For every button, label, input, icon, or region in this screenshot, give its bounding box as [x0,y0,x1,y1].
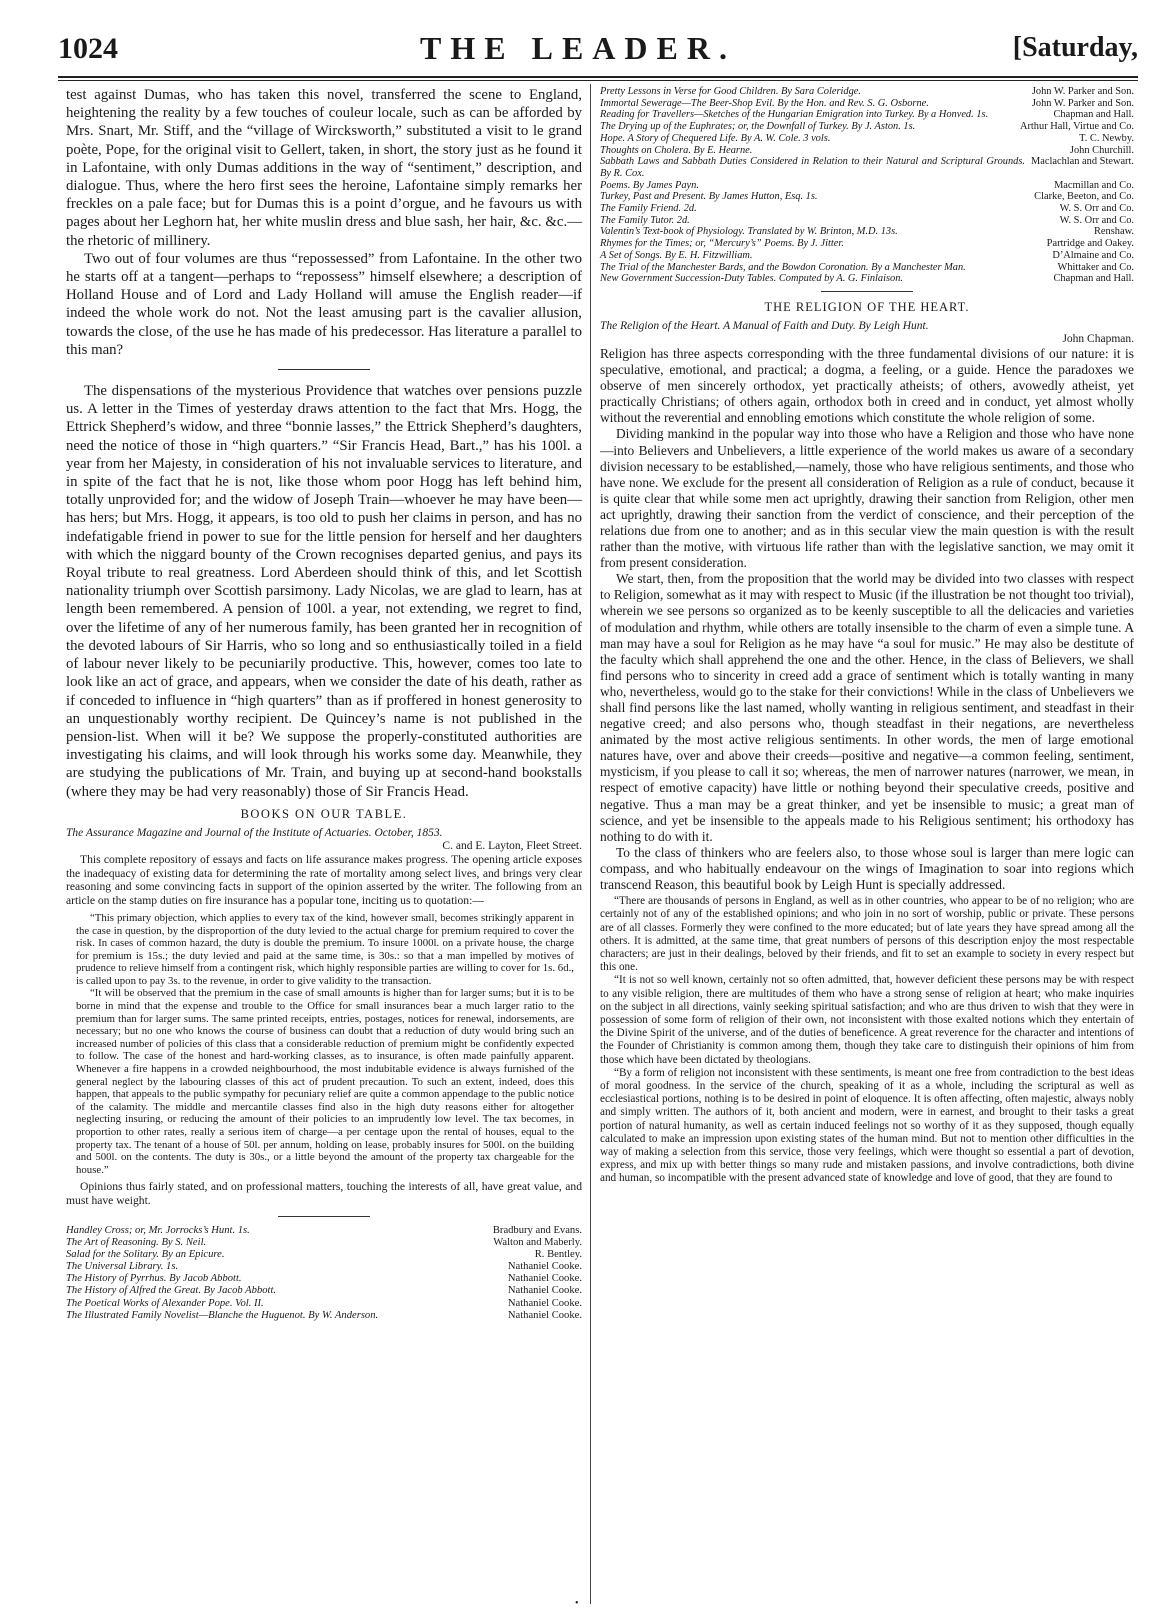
review-paragraph: This complete repository of essays and facts on life assurance makes progress. The opening article exposes the inadequacy of existing data for determining the rate of mortality among select lives, and brings very clear reasoning and some convincing facts in support of the opinion asserted by the writer. The following from an article on the stamp duties on fire insurance has a popular tone, inciting us to quotation:— [66,852,582,908]
article-paragraph: Two out of four volumes are thus “repossessed” from Lafontaine. In the other two he starts off at a tangent—perhaps to “repossess” himself elsewhere; a description of Holland House and of Lord and Lady Holland will amuse the English reader—if indeed the whole work do not. Not the least amusing part is the cavalier allusion, towards the close, of the use he has made of his predecessor. Has literature a parallel to this man? [66,250,582,358]
block-quote [600,895,1134,1185]
book-entry: The Illustrated Family Novelist—Blanche the Huguenot. By W. Anderson. Nathaniel Cooke. [66,1309,582,1321]
section-separator [278,369,370,370]
review-paragraph: Opinions thus fairly stated, and on professional matters, touching the interests of all, have great value, and must have weight. [66,1180,582,1208]
section-separator [821,291,913,292]
book-entry: Valentin’s Text-book of Physiology. Translated by W. Brinton, M.D. 13s. Renshaw. [600,226,1134,238]
book-list-right [600,86,1134,285]
book-entry: Salad for the Solitary. By an Epicure. R. Bentley. [66,1249,582,1261]
book-entry: The History of Pyrrhus. By Jacob Abbott. Nathaniel Cooke. [66,1273,582,1285]
book-entry: The History of Alfred the Great. By Jacob Abbott. Nathaniel Cooke. [66,1285,582,1297]
book-entry: Sabbath Laws and Sabbath Duties Considered in Relation to their Natural and Scriptural Grounds. By R. Cox. Maclachlan and Stewart. [600,156,1134,179]
block-quote [76,912,574,1176]
review-paragraph: We start, then, from the proposition that the world may be divided into two classes with respect to Religion, somewhat as it may with respect to Music (if the illustration be not thought too trivial), wherein we see persons so organized as to be keenly susceptible to all the delicacies and varieties of modulation and rhythm, while others are totally insensible to the charm of even a simple tune. A man may have a soul for Religion as he may have “a soul for music.” He may also be destitute of the faculty which shall apprehend the one and the other. Hence, in the class of Believers, we shall find persons who to sincerity in creed add a grace of sentiment which is totally wanting in many who, nevertheless, would go to the stake for their convictions! While in the class of Unbelievers we shall find persons like the last named, wholly wanting in religious sentiment, and steadfast in their negative creed; and also persons who, though steadfast in their negations, are nevertheless animated by the most active religious sentiments. In other words, the men of large emotional natures have, over and above their creeds—positive and negative—a common feeling, sentiment, mysticism, if you please to call it so; whereas, the men of narrower natures (narrower, we mean, in respect of emotive capacity) have little or nothing beyond their speculative creeds, positive and negative. Thus a man may be a great thinker, and yet be insensible to music; a great man of science, and yet be insensible to the appeals made to his Religious sentiment; his orthodoxy has nothing to do with it. [600,571,1134,844]
section-heading: BOOKS ON OUR TABLE. [240,806,408,821]
book-entry: Immortal Sewerage—The Beer-Shop Evil. By the Hon. and Rev. S. G. Osborne. John W. Parker and Son. [600,97,1134,109]
article-paragraph: test against Dumas, who has taken this novel, transferred the scene to England, heightening the reality by a few touches of couleur locale, such as can be afforded by Mrs. Snart, Mr. Stiff, and the “village of Wircksworth,” substituted a visit to le grand poète, Pope, for the original visit to Gellert, taken, in short, the story just as he found it in Lafontaine, with only Dumas additions in the way of “sentiment,” description, and dialogue. Thus, where the hero first sees the heroine, Lafontaine simply remarks her freckles on a pale face; but for Dumas this is a point d’orgue, and he favours us with pages about her Leghorn hat, her white muslin dress and blue sash, her hair, &c. &c.—the rhetoric of millinery. [66,87,582,249]
book-entry: The Family Friend. 2d. W. S. Orr and Co. [600,203,1134,215]
section-separator [278,1216,370,1217]
review-heading: THE RELIGION OF THE HEART. [764,299,970,314]
book-list-left [66,1225,582,1322]
book-entry: The Family Tutor. 2d. W. S. Orr and Co. [600,214,1134,226]
assurance-review [66,853,582,1208]
pensions-paragraph: The dispensations of the mysterious Providence that watches over pensions puzzle us. A letter in the Times of yesterday draws attention to the fact that Mrs. Hogg, the Ettrick Shepherd’s widow, and three “bonnie lasses,” the Ettrick Shepherd’s daughters, need the notice of those in “high quarters.” “Sir Francis Head, Bart.,” has his 100l. a year from her Majesty, in consideration of his not invaluable services to literature, and in spite of the fact that he is not, like those whom poor Hogg has left behind him, totally unprovided for; and the widow of Joseph Train—whoever he may have been—has hers; but Mrs. Hogg, it appears, is too old to push her claims in person, and has no indefatigable friend in power to sue for the little pension for herself and her daughters with which the niggard bounty of the Crown recognises departed genius, and pays its Royal tribute to real greatness. Lord Aberdeen should think of this, and let Scottish nationality triumph over Scottish parsimony. Lady Nicolas, we are glad to learn, has at length been remembered. A pension of 100l. a year, not extending, we regret to find, over the lifetime of any of her numerous family, has been granted her in recognition of the devoted labours of Sir Harris, who so long and so enthusiastically toiled in a field of labour never likely to be pecuniarily productive. This, however, comes too late to look like an act of grace, and appears, when we consider the date of his death, rather as if conceded to influence in “high quarters” than as if proffered in honest generosity to an unquestionably worthy recipient. De Quincey’s name is not published in the pension-list. When will it be? We suppose the properly-constituted authorities are investigating his claims, and will look through his works some day. Meanwhile, they are studying the publications of Mr. Train, and buying up at second-hand bookstalls (where they may be had very reasonably) those of Sir Francis Head. [66,383,582,800]
review-title: The Religion of the Heart. A Manual of Faith and Duty. By Leigh Hunt. [600,319,929,332]
quote-paragraph: “It is not so well known, certainly not so often admitted, that, however deficient these persons may be with respect to any visible religion, there are multitudes of them who have a strong sense of religion at heart; who make inquiries on the subject in all directions, vainly seeking spiritual satisfaction; and who are thus driven to wish that they were in possession of some form of religion of their own, not inconsistent with those exalted notions which they entertain of the Divine Spirit of the universe, and of the duties of beneficence. A great reverence for the character and intentions of the Founder of Christianity is common among them, though they take care to distinguish their opinions of him from those which have been dictated by theologians. [600,974,1134,1066]
book-entry: Rhymes for the Times; or, “Mercury’s” Poems. By J. Jitter. Partridge and Oakey. [600,238,1134,250]
religion-review [600,346,1134,893]
review-paragraph: To the class of thinkers who are feelers also, to those whose soul is larger than mere logic can compass, and who habitually endeavour on the wings of Imagination to soar into regions which transcend Reason, this beautiful book by Leigh Hunt is specially addressed. [600,844,1134,893]
header-rule-bottom [58,80,1138,81]
review-paragraph: Religion has three aspects corresponding with the three fundamental divisions of our nature: it is speculative, emotional, and practical; a dogma, a feeling, or a guide. Hence the paradoxes we observe of men sincerely orthodox, yet practically atheists; of others, avowedly atheist, yet practically Christians; of others again, orthodox both in creed and in conduct, yet almost wholly without the reverential and ennobling emotions which constitute the whole religion of some. [600,345,1134,426]
book-entry: A Set of Songs. By E. H. Fitzwilliam. D’Almaine and Co. [600,249,1134,261]
quote-paragraph: “This primary objection, which applies to every tax of the kind, however small, becomes strikingly apparent in the case in question, by the disproportion of the duty levied to the actual charge for premium required to cover the risk. In cases of common hazard, the duty is double the premium. To insure 1000l. on a private house, the charge for premium is 15s.; the duty levied and paid at the same time, is 30s.: so that a man impelled by motives of prudence to relieve himself from a contingent risk, which highly responsible parties are willing to cover for 1s. 6d., is called upon to pay 3s. to the revenue, in order to give validity to the transaction. [76,911,574,987]
book-entry: Hope. A Story of Chequered Life. By A. W. Cole. 3 vols. T. C. Newby. [600,132,1134,144]
book-entry: Reading for Travellers—Sketches of the Hungarian Emigration into Turkey. By a Honved. 1s. Chapman and Hall. [600,109,1134,121]
book-entry: The Trial of the Manchester Bards, and the Bowdon Coronation. By a Manchester Man. Whittaker and Co. [600,261,1134,273]
issue-day: [Saturday, [1012,32,1138,63]
review-paragraph: Dividing mankind in the popular way into those who have a Religion and those who have none—into Believers and Unbelievers, a little experience of the world makes us aware of a secondary division necessary to be established,—namely, those who have religious sentiments, and those who have none. We exclude for the present all consideration of Religion as a rule of conduct, because it is quite clear that while some men act uprightly, drawing their sanction from Religion, other men act uprightly, drawing their sanction from the verdict of conscience, and their perception of the relations due from one to another; and as in this secular view the main question is with the result rather than the motive, with virtuous life rather than with the legislative sanction, we may omit it from present consideration. [600,426,1134,571]
quote-paragraph: “It will be observed that the premium in the case of small amounts is higher than for larger sums; but it is to be borne in mind that the expense and trouble to the Office for small insurances bear a much larger ratio to the premium than for larger sums. The same printed receipts, entries, postages, notices for renewal, indorsements, are necessary; but no one who knows the course of business can doubt that a reduction of duty would bring such an increased number of policies of this class that a considerable reduction of premium might be confidently expected to follow. The case of the honest and hard-working classes, as to insurance, is often made painfully apparent. Whenever a fire happens in a crowded neighbourhood, the most indubitable evidence is always furnished of the general neglect by the labouring classes of this act of prudent precaution. To such an extent, indeed, does this happen, that appeals to the public sympathy for pecuniary relief are quite a common appendage to the public notice of the calamity. The middle and mercantile classes find also in the high duty reasons either for altogether neglecting insuring, or reducing the amount of their policies to an imprudently low level. The tax becomes, in proportion to other rates, really a serious item of charge—a per centage upon the rental of houses, equal to the property tax. The tenant of a house of 50l. per annum, holding on lease, probably insures for 500l. on the building and 500l. on the contents. The duty is 30s., or a little beyond the amount of the property tax chargeable for the house.” [76,987,574,1176]
masthead [0,28,1156,78]
book-entry: Pretty Lessons in Verse for Good Children. By Sara Coleridge. John W. Parker and Son. [600,86,1134,97]
book-entry: Thoughts on Cholera. By E. Hearne. John Churchill. [600,144,1134,156]
dumas-article [66,86,582,801]
quote-paragraph: “By a form of religion not inconsistent with these sentiments, is meant one free from contradiction to the best ideas of moral goodness. In the service of the church, speaking of it as a whole, including the scriptural as well as ecclesiastical portions, nothing is to be desired in point of eloquence. It is often affecting, often majestic, always nobly and simply written. The authors of it, both ancient and modern, were in earnest, and brought to their tasks a great portion of natural humanity, as well as certain induced feelings not so worthy of it as they supposed, though equally calculated to make an impression upon existing states of the human mind. But not to mention other difficulties in the way of making a selection from this service, those very feelings, which were thought so essential a part of devotion, express, and mix up with better things so many rude and mistaken passions, and involve contradictions, both divine and human, so incompatible with the present advanced state of knowledge and love of good, that they are found to [600,1066,1134,1185]
book-entry: The Universal Library. 1s. Nathaniel Cooke. [66,1261,582,1273]
review-title: The Assurance Magazine and Journal of the Institute of Actuaries. October, 1853. [66,826,443,839]
quote-paragraph: “There are thousands of persons in England, as well as in other countries, who appear to be of no religion; who are certainly not of any of the established opinions; and who join in no sort of worship, public or private. These persons are of all classes. Formerly they were confined to the more educated; but of late years they have spread among all the others. It is admitted, at the same time, that great numbers of persons of this description enjoy the most respectable characters; are just in their dealings, beloved by their friends, and fit to set an example to society in every respect but this one. [600,895,1134,974]
book-entry: Poems. By James Payn. Macmillan and Co. [600,179,1134,191]
header-rule-top [58,76,1138,78]
book-entry: The Drying up of the Euphrates; or, the Downfall of Turkey. By J. Aston. 1s. Arthur Hall, Virtue and Co. [600,121,1134,133]
left-column [66,86,582,1322]
column-divider [590,84,591,1604]
review-publisher: C. and E. Layton, Fleet Street. [442,839,582,852]
book-entry: New Government Succession-Duty Tables. Computed by A. G. Finlaison. Chapman and Hall. [600,273,1134,285]
newspaper-title: THE LEADER. [420,30,736,66]
page-footer-mark: • [575,1598,579,1609]
review-publisher: John Chapman. [1062,332,1134,345]
book-entry: The Art of Reasoning. By S. Neil. Walton and Maberly. [66,1237,582,1249]
page-number: 1024 [58,32,118,65]
right-column [600,86,1134,1186]
book-entry: Turkey, Past and Present. By James Hutton, Esq. 1s. Clarke, Beeton, and Co. [600,191,1134,203]
book-entry: The Poetical Works of Alexander Pope. Vol. II. Nathaniel Cooke. [66,1297,582,1309]
book-entry: Handley Cross; or, Mr. Jorrocks’s Hunt. 1s. Bradbury and Evans. [66,1224,582,1236]
